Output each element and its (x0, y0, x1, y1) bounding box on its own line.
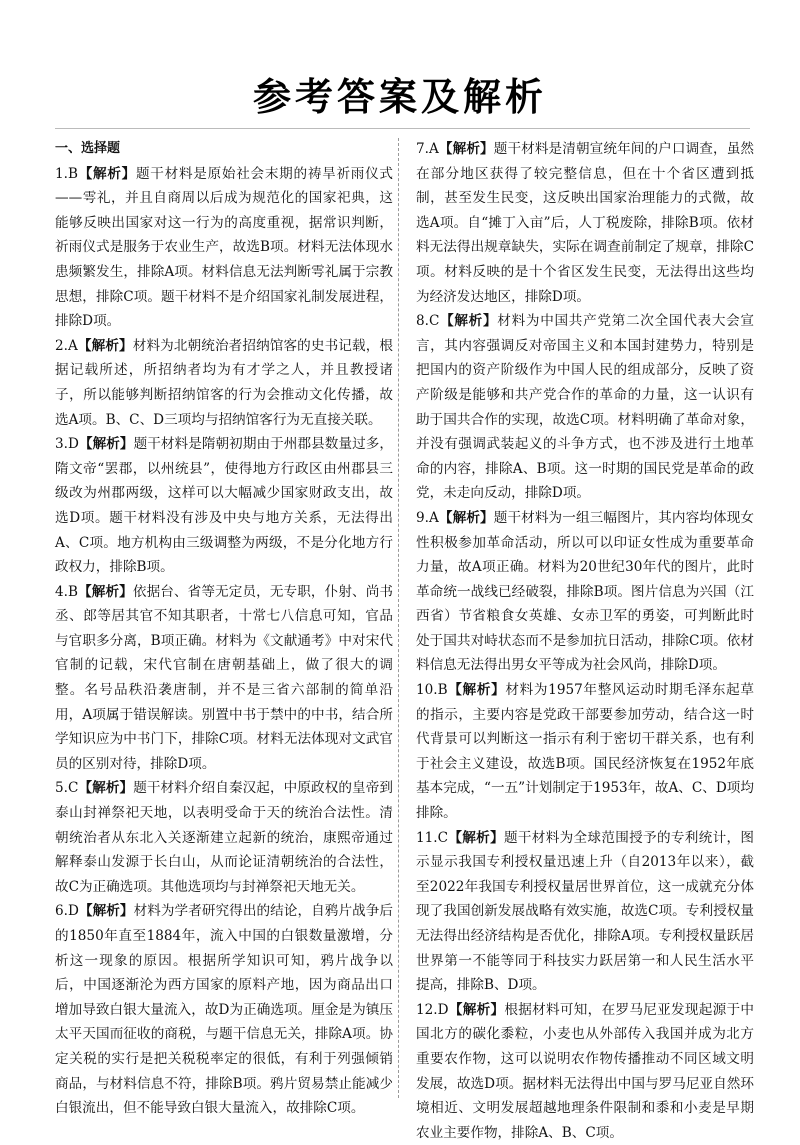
answer-text: 题干材料是清朝宣统年间的户口调查，虽然在部分地区获得了较完整信息，但在十个省区遭到抵制，甚至发生民变，这反映出国家治理能力的式微，故选A项。自“摊丁入亩”后，人丁税废除，排除B项。依材料无法得出规章缺失，实际在调查前制定了规章，排除C项。材料反映的是十个省区发生民变，无法得出这些均为经济发达地区，排除D项。 (416, 141, 755, 305)
answer-number: 12.D (416, 1001, 449, 1018)
page-title: 参考答案及解析 (252, 75, 547, 119)
answer-number: 4.B (55, 583, 78, 600)
answer-item-2 (55, 334, 393, 432)
answer-text: 题干材料介绍自秦汉起，中原政权的皇帝到泰山封禅祭祀天地，以表明受命于天的统治合法性。清朝统治者从东北入关逐渐建立起新的统治，康熙帝通过解释泰山发源于长白山，从而论证清朝统治的合法性，故C为正确选项。其他选项均与封禅祭祀天地无关。 (55, 780, 394, 895)
answer-text: 材料为北朝统治者招纳馆客的史书记载，根据记载所述，所招纳者均为有才学之人，并且教授诸子，所以能够判断招纳馆客的行为会推动文化传播，故选A项。B、C、D三项均与招纳馆客行为无直接关联。 (55, 337, 394, 428)
answer-text: 题干材料为全球范围授予的专利统计，图示显示我国专利授权量迅速上升（自2013年以来），截至2022年我国专利授权量居世界首位，这一成就充分体现了我国创新发展战略有效实施，故选C项。专利授权量无法得出经济结构是否优化，排除A项。专利授权量跃居世界第一不能等同于科技实力跃居第一和人民生活水平提高，排除B、D项。 (416, 829, 755, 994)
answer-item-3 (55, 432, 393, 580)
answer-number: 1.B (55, 165, 78, 182)
left-column (55, 137, 393, 1121)
column-divider (398, 138, 399, 1098)
analysis-tag: 【解析】 (447, 682, 506, 699)
answer-item-6 (55, 899, 393, 1120)
analysis-tag: 【解析】 (78, 436, 134, 453)
answer-text: 材料为1957年整风运动时期毛泽东起草的指示，主要内容是党政干部要参加劳动，结合这一时代背景可以判断这一指示有利于密切干群关系，也有利于社会主义建设，故选B项。国民经济恢复在1952年底基本完成，“一五”计划制定于1953年，故A、C、D项均排除。 (416, 682, 754, 822)
answer-number: 8.C (416, 313, 440, 330)
answer-text: 材料为中国共产党第二次全国代表大会宣言，其内容强调反对帝国主义和本国封建势力，特别是把国内的资产阶级作为中国人民的组成部分，反映了资产阶级是能够和共产党合作的革命的力量，这一认识有助于国共合作的实现，故选C项。材料明确了革命对象，并没有强调武装起义的斗争方式，也不涉及进行土地革命的内容，排除A、B项。这一时期的国民党是革命的政党，未走向反动，排除D项。 (416, 313, 755, 502)
answer-item-12 (416, 998, 754, 1145)
answer-text: 题干材料是隋朝初期由于州郡县数量过多，隋文帝“罢郡，以州统县”，使得地方行政区由州郡县三级改为州郡两级，这样可以大幅减少国家财政支出，故选D项。题干材料没有涉及中央与地方关系，无法得出A、C项。地方机构由三级调整为两级，不是分化地方行政权力，排除B项。 (55, 436, 394, 576)
answer-text: 根据材料可知，在罗马尼亚发现起源于中国北方的碳化黍粒，小麦也从外部传入我国并成为北方重要农作物，这可以说明农作物传播推动不同区域文明发展，故选D项。据材料无法得出中国与罗马尼亚自然环境相近、文明发展超越地理条件限制和黍和小麦是早期农业主要作物，排除A、B、C项。 (416, 1001, 755, 1141)
answer-number: 10.B (416, 682, 448, 699)
answer-item-1 (55, 162, 393, 334)
analysis-tag: 【解析】 (77, 165, 136, 182)
answer-item-4 (55, 580, 393, 777)
right-column (416, 137, 754, 1145)
answer-number: 5.C (55, 780, 79, 797)
analysis-tag: 【解析】 (78, 780, 134, 797)
answer-item-9 (416, 506, 754, 678)
answer-item-5 (55, 776, 393, 899)
answer-number: 3.D (55, 436, 79, 453)
analysis-tag: 【解析】 (448, 829, 504, 846)
answer-item-11 (416, 826, 754, 998)
analysis-tag: 【解析】 (78, 903, 134, 920)
title-rule (55, 128, 750, 129)
answer-text: 题干材料为一组三幅图片，其内容均体现女性积极参加革命活动，所以可以印证女性成为重要革命力量，故A项正确。材料为20世纪30年代的图片，此时革命统一战线已经破裂，排除B项。图片信息为兴国（江西省）节省粮食女英雄、女赤卫军的勇姿，可判断此时处于国共对峙状态而不是参加抗日活动，排除C项。依材料信息无法得出男女平等成为社会风尚，排除D项。 (416, 509, 755, 674)
answer-number: 9.A (416, 509, 439, 526)
answer-number: 11.C (416, 829, 449, 846)
section-heading: 一、选择题 (55, 141, 121, 156)
answer-number: 7.A (416, 141, 439, 157)
answer-item-7 (416, 137, 754, 309)
analysis-tag: 【解析】 (438, 141, 494, 157)
answer-item-10 (416, 678, 754, 826)
analysis-tag: 【解析】 (438, 509, 494, 526)
answer-text: 依据台、省等无定员，无专职，仆射、尚书丞、郎等居其官不知其职者，十常七八信息可知，官品与官职多分离，B项正确。材料为《文献通考》中对宋代官制的记载，宋代官制在唐朝基础上，做了很大的调整。名号品秩沿袭唐制，并不是三省六部制的简单沿用，A项属于错误解读。别置中书于禁中的中书，结合所学知识应为中书门下，排除C项。材料无法体现对文武官员的区别对待，排除D项。 (55, 583, 394, 772)
answer-text: 题干材料是原始社会末期的祷旱祈雨仪式——雩礼，并且自商周以后成为规范化的国家祀典，这能够反映出国家对这一行为的高度重视，据常识判断，祈雨仪式是服务于农业生产，故选B项。材料无法体现水患频繁发生，排除A项。材料信息无法判断雩礼属于宗教思想，排除C项。题干材料不是介绍国家礼制发展进程，排除D项。 (55, 165, 394, 330)
answer-number: 2.A (55, 337, 78, 354)
answer-text: 材料为学者研究得出的结论，自鸦片战争后的1850年直至1884年，流入中国的白银数量激增，分析这一现象的原因。根据所学知识可知，鸦片战争以后，中国逐渐沦为西方国家的原料产地，因为商品出口增加导致白银大量流入，故D为正确选项。厘金是为镇压太平天国而征收的商税，与题干信息无关，排除A项。协定关税的实行是把关税税率定的很低，有利于列强倾销商品，与材料信息不符，排除B项。鸦片贸易禁止能减少白银流出，但不能导致白银大量流入，故排除C项。 (55, 903, 394, 1117)
analysis-tag: 【解析】 (439, 313, 498, 330)
analysis-tag: 【解析】 (448, 1001, 505, 1018)
answer-number: 6.D (55, 903, 79, 920)
analysis-tag: 【解析】 (77, 583, 133, 600)
analysis-tag: 【解析】 (77, 337, 133, 354)
answer-item-8 (416, 309, 754, 506)
